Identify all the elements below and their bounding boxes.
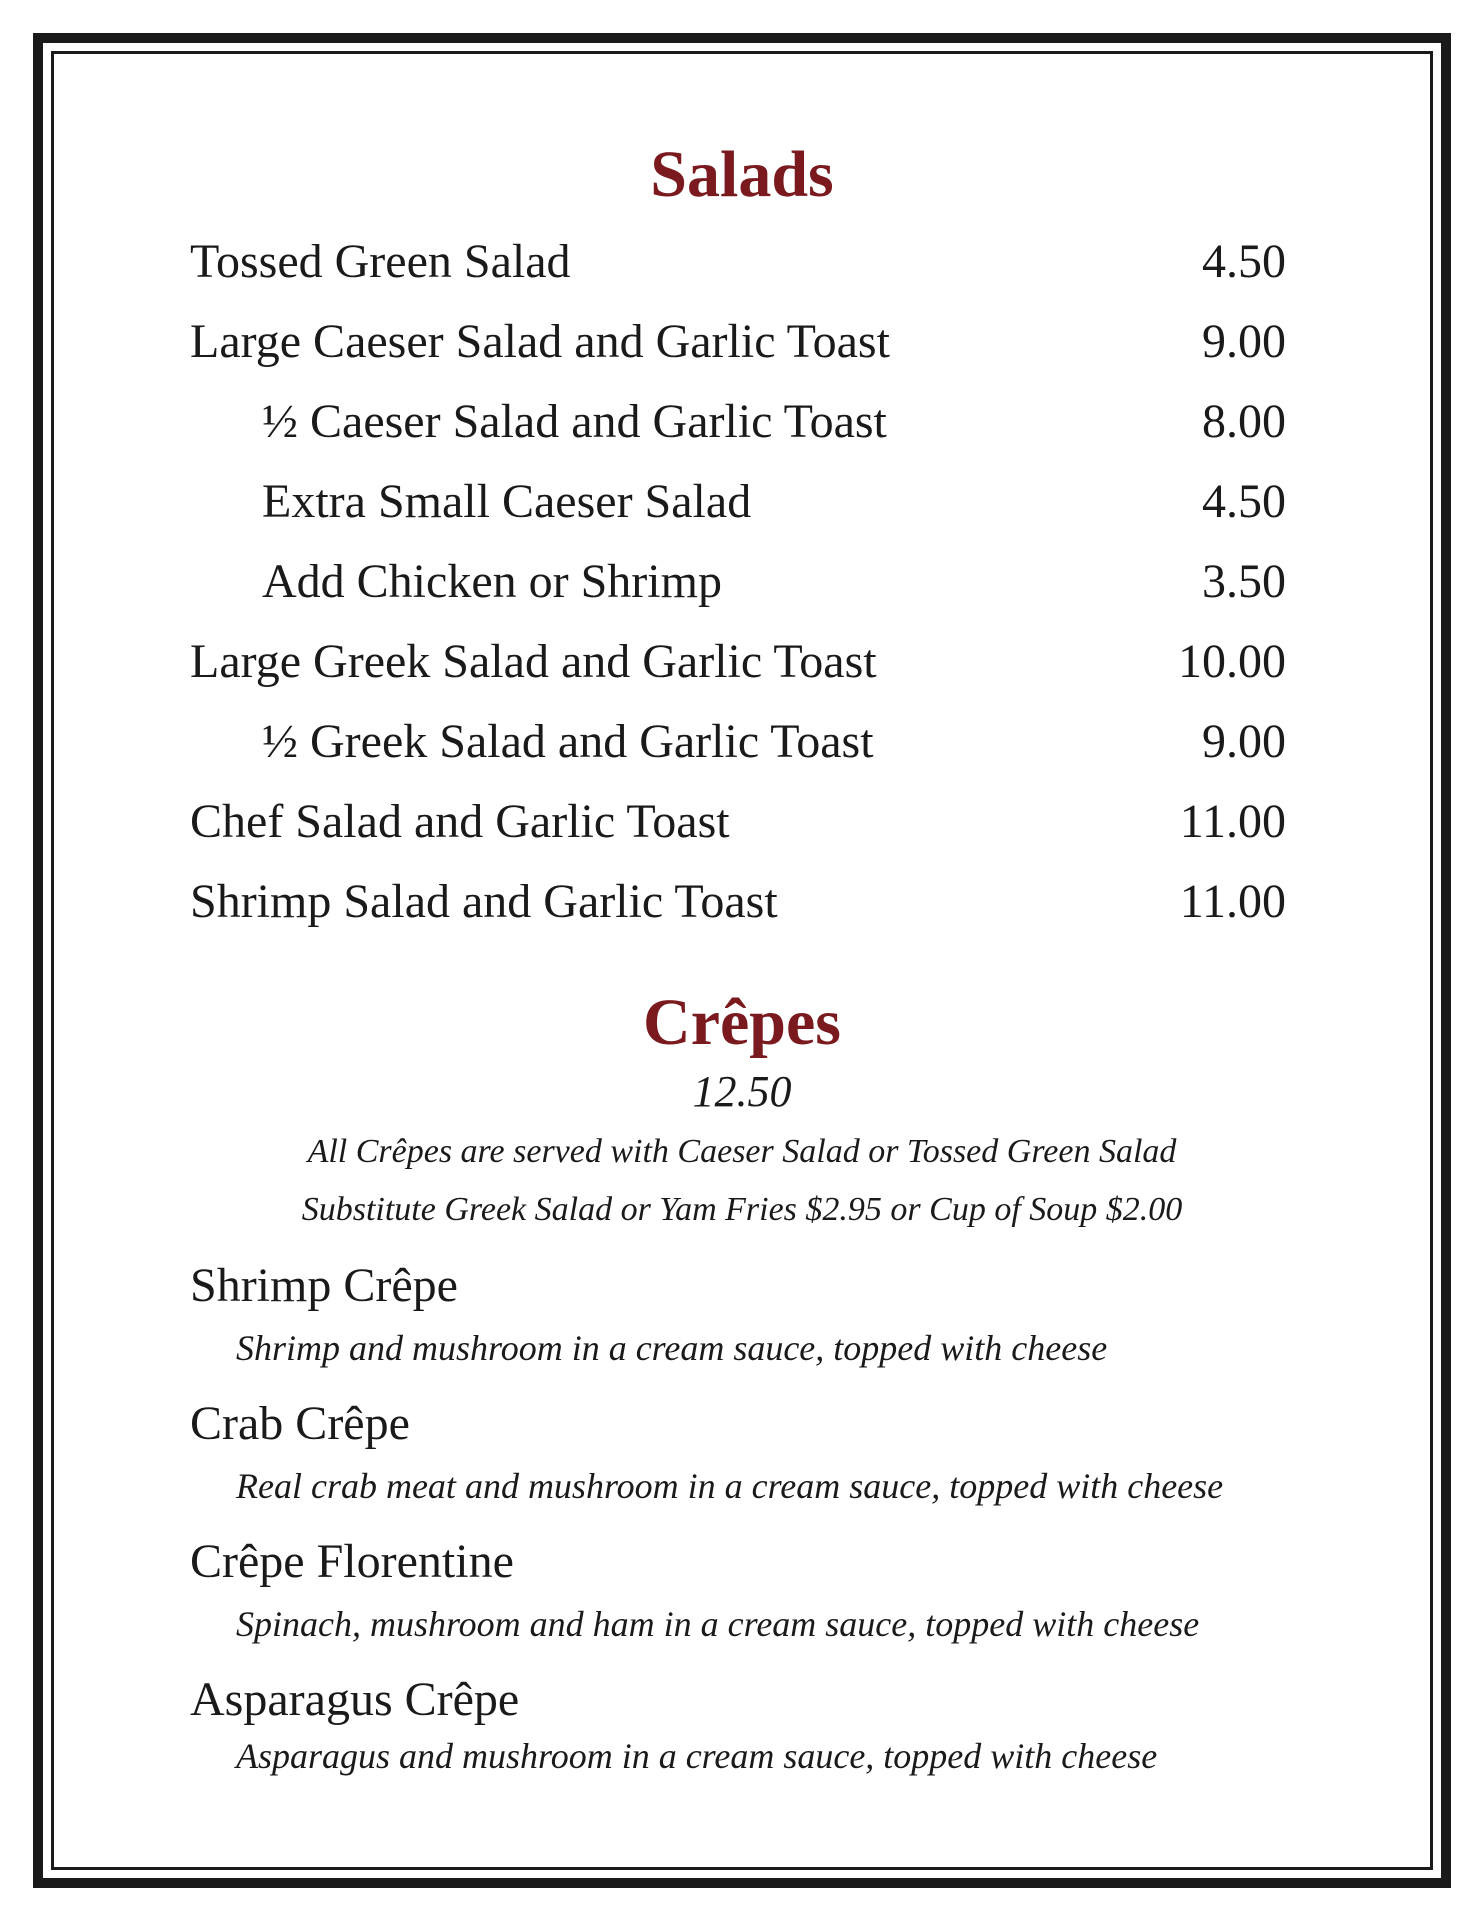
- salad-item-price: 10.00: [1178, 635, 1286, 688]
- salad-item-name: ½ Caeser Salad and Garlic Toast: [262, 395, 887, 448]
- crepe-item-name: Crêpe Florentine: [190, 1535, 514, 1588]
- crepes-note-substitute: Substitute Greek Salad or Yam Fries $2.95 or Cup of Soup $2.00: [301, 1191, 1183, 1228]
- crepes-note-sides: All Crêpes are served with Caeser Salad or Tossed Green Salad: [307, 1133, 1177, 1170]
- salad-item-price: 9.00: [1202, 715, 1286, 768]
- salads-heading: Salads: [650, 138, 834, 211]
- salad-item-name: Tossed Green Salad: [190, 235, 571, 288]
- crepe-item-name: Shrimp Crêpe: [190, 1259, 458, 1312]
- salad-item-name: Chef Salad and Garlic Toast: [190, 795, 730, 848]
- salad-item: [190, 312, 1286, 372]
- salad-item: [190, 792, 1286, 852]
- salad-item-price: 11.00: [1179, 795, 1286, 848]
- salad-item: [190, 632, 1286, 692]
- crepe-item-description: Real crab meat and mushroom in a cream sauce, topped with cheese: [236, 1466, 1224, 1506]
- salad-item: [190, 232, 1286, 292]
- salad-item: [190, 712, 1286, 772]
- crepe-item-name: Crab Crêpe: [190, 1397, 410, 1450]
- salad-item: [190, 872, 1286, 932]
- crepes-price: 12.50: [692, 1067, 792, 1116]
- salad-item-price: 8.00: [1202, 395, 1286, 448]
- salad-item-name: ½ Greek Salad and Garlic Toast: [262, 715, 874, 768]
- salad-item: [190, 552, 1286, 612]
- crepe-item-description: Asparagus and mushroom in a cream sauce, topped with cheese: [236, 1736, 1158, 1776]
- salad-item-price: 4.50: [1202, 235, 1286, 288]
- salad-item-price: 3.50: [1202, 555, 1286, 608]
- crepes-heading: Crêpes: [643, 986, 841, 1059]
- salad-item: [190, 392, 1286, 452]
- salad-item: [190, 472, 1286, 532]
- salad-item-price: 9.00: [1202, 315, 1286, 368]
- crepe-item-description: Shrimp and mushroom in a cream sauce, topped with cheese: [236, 1328, 1108, 1368]
- salad-item-price: 11.00: [1179, 875, 1286, 928]
- salad-item-name: Extra Small Caeser Salad: [262, 475, 752, 528]
- crepe-item-name: Asparagus Crêpe: [190, 1673, 520, 1726]
- salad-item-name: Large Greek Salad and Garlic Toast: [190, 635, 877, 688]
- salad-item-name: Large Caeser Salad and Garlic Toast: [190, 315, 890, 368]
- crepe-item-description: Spinach, mushroom and ham in a cream sauce, topped with cheese: [236, 1604, 1200, 1644]
- salad-item-name: Shrimp Salad and Garlic Toast: [190, 875, 778, 928]
- salad-item-name: Add Chicken or Shrimp: [262, 555, 722, 608]
- salad-item-price: 4.50: [1202, 475, 1286, 528]
